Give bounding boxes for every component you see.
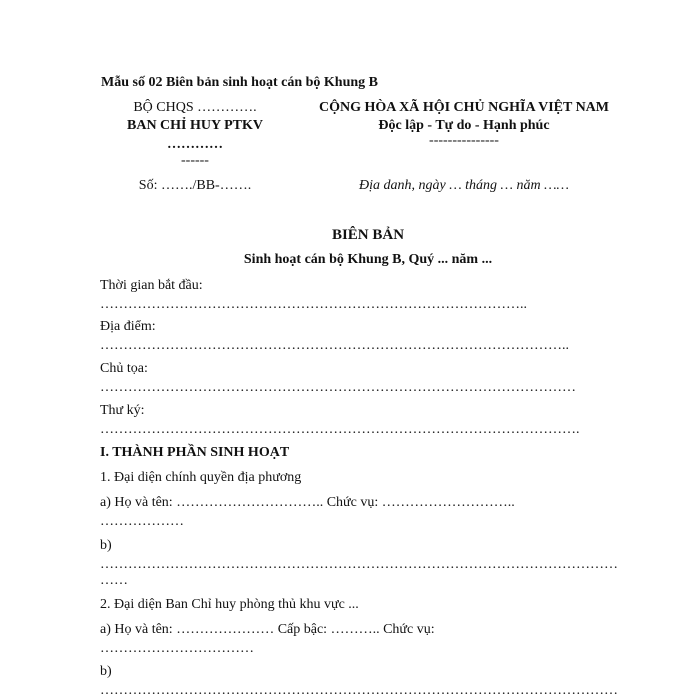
subsection-2-heading: 2. Đại diện Ban Chỉ huy phòng thủ khu vực ...: [100, 597, 359, 612]
national-divider: ---------------: [429, 133, 499, 148]
form-label: Mẫu số 02 Biên bản sinh hoạt cán bộ Khung B: [101, 75, 378, 90]
subsection-2-line-b-dots: …………………………………………………………………………………………………: [100, 683, 618, 698]
national-title: CỘNG HÒA XÃ HỘI CHỦ NGHĨA VIỆT NAM: [318, 100, 609, 115]
start-time-dots: ………………………………………………………………………………..: [100, 297, 527, 312]
document-number: Số: ……./BB-…….: [138, 178, 252, 193]
subsection-1-line-a-cont: ………………: [100, 514, 184, 529]
subsection-1-line-b: b): [100, 538, 112, 553]
agency-subname: BAN CHỈ HUY PTKV: [127, 118, 263, 133]
document-subtitle: Sinh hoạt cán bộ Khung B, Quý ... năm ...: [243, 252, 493, 267]
national-motto: Độc lập - Tự do - Hạnh phúc: [378, 118, 550, 133]
location-label: Địa điểm:: [100, 319, 156, 334]
subsection-2-line-a-cont: ……………………………: [100, 641, 254, 656]
start-time-label: Thời gian bắt đầu:: [100, 278, 203, 293]
subsection-2-line-b: b): [100, 664, 112, 679]
secretary-dots: ………………………………………………………………………………………….: [100, 422, 580, 437]
subsection-1-line-a: a) Họ và tên: ………………………….. Chức vụ: ………………………..: [100, 495, 515, 510]
agency-name: BỘ CHQS ………….: [133, 100, 257, 115]
subsection-1-line-b-dots: …………………………………………………………………………………………………: [100, 557, 618, 572]
agency-placeholder: …………: [167, 137, 223, 152]
place-date: Địa danh, ngày … tháng … năm ……: [358, 178, 569, 193]
secretary-label: Thư ký:: [100, 403, 145, 418]
document-title: BIÊN BẢN: [331, 227, 405, 243]
agency-divider: ------: [181, 153, 209, 168]
chair-dots: …………………………………………………………………………………………: [100, 380, 576, 395]
subsection-2-line-a: a) Họ và tên: ………………… Cấp bậc: ……….. Chức vụ:: [100, 622, 435, 637]
location-dots: ………………………………………………………………………………………..: [100, 338, 569, 353]
chair-label: Chủ tọa:: [100, 361, 148, 376]
section-heading: I. THÀNH PHẦN SINH HOẠT: [100, 445, 290, 460]
subsection-1-heading: 1. Đại diện chính quyền địa phương: [100, 470, 302, 485]
subsection-1-line-b-cont: ……: [100, 573, 128, 588]
